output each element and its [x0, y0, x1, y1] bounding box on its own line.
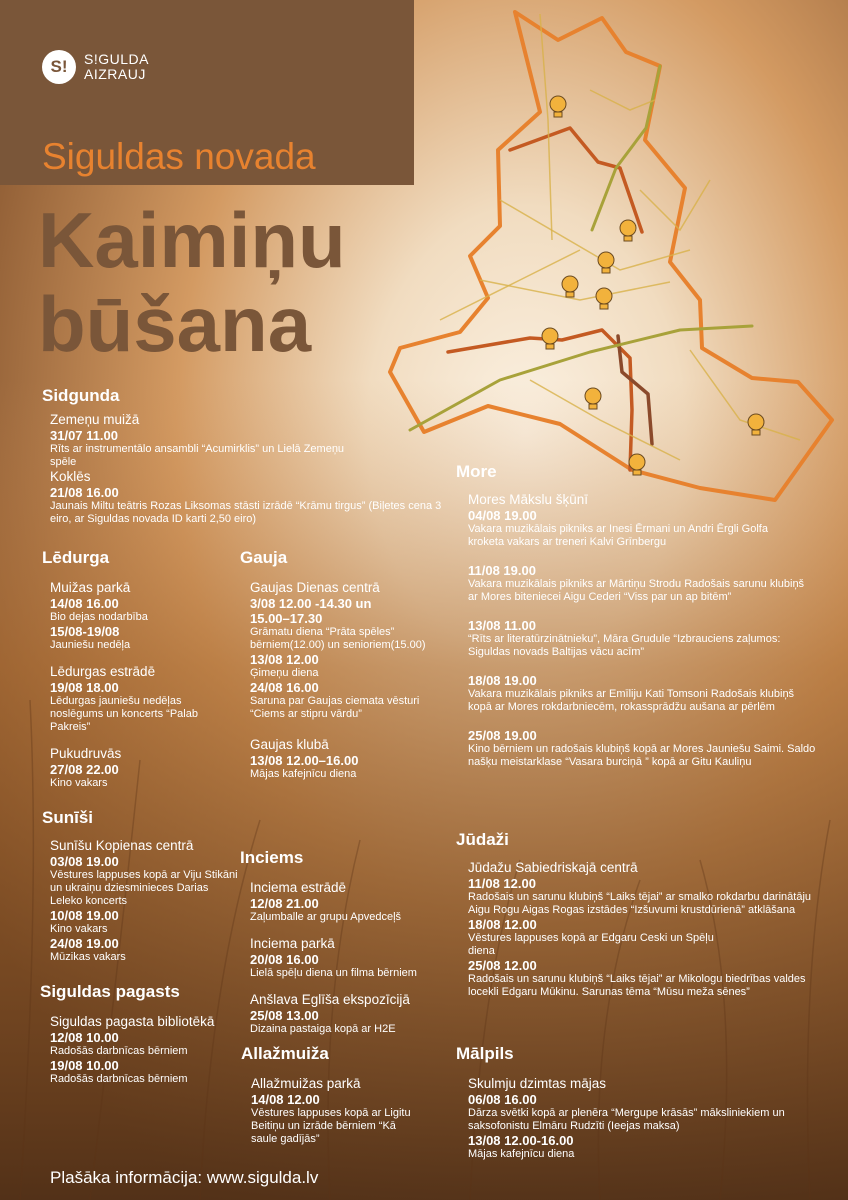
event-date: 04/08 19.00 — [468, 508, 537, 523]
event-date: 13/08 12.00 — [250, 652, 319, 667]
event-description: Radošās darbnīcas bērniem — [50, 1073, 188, 1085]
logo-text — [84, 52, 149, 82]
event-description: Mūzikas vakars — [50, 951, 126, 963]
event-description: Rīts ar instrumentālo ansambli “Acumirklis” un Lielā Zemeņu spēle — [50, 443, 345, 468]
lightbulb-icon — [620, 220, 636, 241]
event-description: Mājas kafejnīcu diena — [468, 1148, 575, 1160]
poster-title-line1: Kaimiņu — [38, 196, 346, 284]
event-date: 25/08 19.00 — [468, 728, 537, 743]
section-gauja — [240, 548, 450, 781]
footer-info-link[interactable]: Plašāka informācija: www.sigulda.lv — [50, 1168, 319, 1187]
event-description: Kino bērniem un radošais klubiņš kopā ar Mores Jauniešu Saimi. Saldo našķu meistarklase “Vasara burciņā ” kopā ar Gitu Kauliņu — [468, 743, 816, 768]
event-description: Radošās darbnīcas bērniem — [50, 1045, 188, 1057]
event-date: 25/08 13.00 — [250, 1008, 319, 1023]
event-date: 03/08 19.00 — [50, 854, 119, 869]
event-date: 25/08 12.00 — [468, 958, 537, 973]
venue-label: Koklēs — [50, 469, 91, 484]
section-siguldas-pagasts — [40, 982, 240, 1086]
section-title: Lēdurga — [42, 548, 110, 567]
event-date: 06/08 16.00 — [468, 1092, 537, 1107]
logo-line2: AIZRAUJ — [84, 66, 146, 82]
section-title: Mālpils — [456, 1044, 514, 1063]
lightbulb-icon — [542, 328, 558, 349]
event-date: 18/08 12.00 — [468, 917, 537, 932]
event-date: 11/08 19.00 — [468, 563, 536, 578]
venue-label: Inciema estrādē — [250, 880, 347, 895]
event-date: 19/08 10.00 — [50, 1058, 119, 1073]
event-date: 13/08 12.00–16.00 — [250, 753, 359, 768]
event-date: 13/08 12.00-16.00 — [468, 1133, 574, 1148]
event-date: 11/08 12.00 — [468, 876, 536, 891]
map-inner-border — [510, 128, 642, 232]
event-description: Vēstures lappuses kopā ar Viju Stikāni un ukraiņu dziesminieces Darias Leleko koncerts — [50, 869, 238, 907]
event-date: 20/08 16.00 — [250, 952, 319, 967]
section-title: Allažmuiža — [241, 1044, 329, 1063]
venue-label: Skulmju dzimtas mājas — [468, 1076, 607, 1091]
section-title: Gauja — [240, 548, 288, 567]
venue-label: Anšlava Eglīša ekspozīcijā — [250, 992, 410, 1007]
region-map — [380, 0, 840, 520]
event-date: 31/07 11.00 — [50, 428, 118, 443]
venue-label: Zemeņu muižā — [50, 412, 140, 427]
event-date: 14/08 12.00 — [251, 1092, 320, 1107]
section-title: Sunīši — [42, 808, 94, 827]
lightbulb-icon — [585, 388, 601, 409]
event-date: 27/08 22.00 — [50, 762, 119, 777]
event-date: 10/08 19.00 — [50, 908, 119, 923]
event-description: Jaunais Miltu teātris Rozas Liksomas stāsti izrādē “Krāmu tirgus” (Biļetes cena 3 eiro, ar Siguldas novada ID karti 2,50 eiro) — [50, 500, 442, 525]
venue-label: Inciema parkā — [250, 936, 335, 951]
event-description: Dizaina pastaiga kopā ar H2E — [250, 1023, 396, 1035]
event-description: Zaļumballe ar grupu Apvedceļš — [250, 911, 402, 923]
event-description: Lēdurgas jauniešu nedēļas noslēgums un koncerts “Palab Pakreis” — [50, 695, 198, 733]
event-date: 21/08 16.00 — [50, 485, 119, 500]
venue-label: Siguldas pagasta bibliotēkā — [50, 1014, 215, 1029]
venue-label: Mores Mākslu šķūnī — [468, 492, 589, 507]
event-date: 18/08 19.00 — [468, 673, 537, 688]
event-date: 15/08-19/08 — [50, 624, 120, 639]
event-description: Vakara muzikālais pikniks ar Inesi Ērmani un Andri Ērgli Golfa kroketa vakars ar treneri Kalvi Grīnbergu — [468, 523, 768, 548]
event-date: 24/08 16.00 — [250, 680, 319, 695]
event-description: “Rīts ar literatūrzinātnieku”, Māra Grudule “Izbrauciens zaļumos: Siguldas novads Baltijas vācu acīm” — [468, 633, 781, 658]
section-malpils — [456, 1044, 831, 1161]
lightbulb-icon — [748, 414, 764, 435]
event-description: Jauniešu nedēļa — [50, 639, 131, 651]
section-ledurga — [42, 548, 232, 790]
lightbulb-icon — [562, 276, 578, 297]
event-date: 19/08 18.00 — [50, 680, 119, 695]
event-description: Radošais un sarunu klubiņš “Laiks tējai” ar Mikologu biedrības valdes locekli Edgaru Mūkinu. Sarunas tēma “Mūsu meža sēnes” — [468, 973, 806, 998]
event-description: Vēstures lappuses kopā ar Edgaru Ceski un Spēļu diena — [468, 932, 714, 957]
venue-label: Sunīšu Kopienas centrā — [50, 838, 194, 853]
event-description: Vēstures lappuses kopā ar Ligitu Beitiņu un izrāde bērniem “Kā saule gadījās” — [251, 1107, 411, 1145]
event-date: 14/08 16.00 — [50, 596, 119, 611]
map-inner-border — [448, 330, 632, 470]
section-title: More — [456, 462, 497, 481]
lightbulb-icon — [550, 96, 566, 117]
venue-label: Gaujas Dienas centrā — [250, 580, 380, 595]
poster-title-line2: būšana — [38, 280, 312, 368]
lightbulb-icon — [596, 288, 612, 309]
event-description: Radošais un sarunu klubiņš “Laiks tējai” ar smalko rokdarbu darinātāju Aigu Rogu Aigas Rogas izstādes “Izšuvumi krustdūrienā” atklāšana — [468, 891, 812, 916]
event-description: Vakara muzikālais pikniks ar Mārtiņu Strodu Radošais sarunu klubiņš ar Mores biteniecei Aigu Cederi “Viss par un ap bitēm” — [468, 578, 805, 603]
event-description: Ģimeņu diena — [250, 667, 319, 679]
venue-label: Gaujas klubā — [250, 737, 329, 752]
section-title: Jūdaži — [456, 830, 509, 849]
event-description: Kino vakars — [50, 777, 108, 789]
section-inciems — [240, 848, 450, 1036]
venue-label: Muižas parkā — [50, 580, 131, 595]
event-description: Kino vakars — [50, 923, 108, 935]
logo-mark: S! — [42, 50, 76, 84]
lightbulb-icon — [598, 252, 614, 273]
event-description: Bio dejas nodarbība — [50, 611, 148, 623]
poster-subtitle: Siguldas novada — [42, 136, 316, 177]
section-title: Sidgunda — [42, 386, 120, 405]
event-description: Grāmatu diena “Prāta spēles” bērniem(12.00) un senioriem(15.00) — [250, 626, 426, 651]
section-sidgunda — [42, 386, 442, 526]
event-description: Vakara muzikālais pikniks ar Emīliju Kati Tomsoni Radošais klubiņš kopā ar Mores rokdarbniecēm, rokassprādžu aušana ar pērlēm — [468, 688, 795, 713]
event-description: Dārza svētki kopā ar plenēra “Mergupe krāsās” māksliniekiem un saksofonistu Elmāru Rudzīti (Ieejas maksa) — [468, 1107, 785, 1132]
venue-label: Allažmuižas parkā — [251, 1076, 361, 1091]
section-allazmuiza — [241, 1044, 441, 1146]
section-more — [456, 462, 831, 769]
venue-label: Pukudruvās — [50, 746, 122, 761]
event-date: 24/08 19.00 — [50, 936, 119, 951]
section-title: Inciems — [240, 848, 304, 867]
event-description: Lielā spēļu diena un filma bērniem — [250, 967, 417, 979]
event-description: Saruna par Gaujas ciemata vēsturi “Ciems ar stipru vārdu” — [250, 695, 420, 720]
event-date: 3/08 12.00 -14.30 un 15.00–17.30 — [250, 596, 372, 626]
logo-line1: S!GULDA — [84, 51, 149, 67]
event-date: 13/08 11.00 — [468, 618, 536, 633]
section-judazi — [456, 830, 831, 999]
section-sunisi — [42, 808, 242, 964]
sigulda-logo[interactable] — [42, 50, 149, 84]
venue-label: Lēdurgas estrādē — [50, 664, 156, 679]
event-date: 12/08 10.00 — [50, 1030, 119, 1045]
venue-label: Jūdažu Sabiedriskajā centrā — [468, 860, 638, 875]
section-title: Siguldas pagasts — [40, 982, 180, 1001]
event-date: 12/08 21.00 — [250, 896, 319, 911]
event-description: Mājas kafejnīcu diena — [250, 768, 357, 780]
